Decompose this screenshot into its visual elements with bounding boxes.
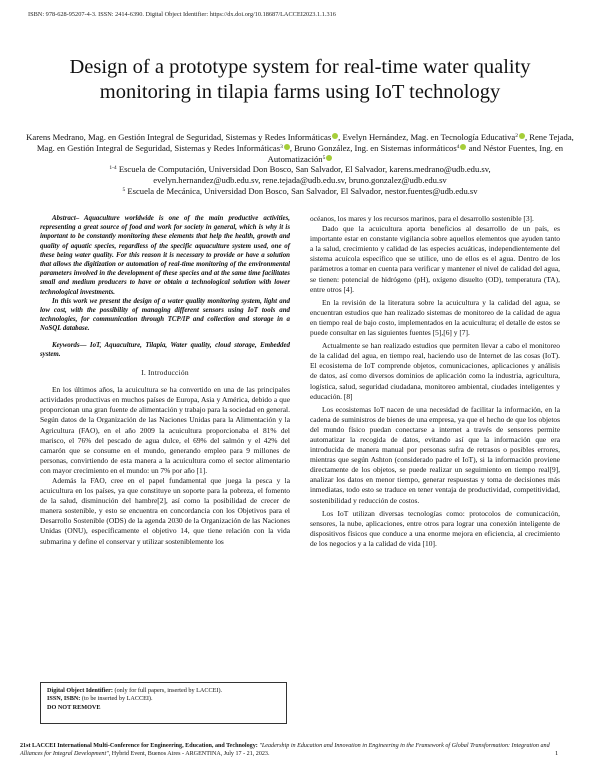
author-emails: evelyn.hernandez@udb.edu.sv, rene.tejada@udb.edu.sv, bruno.gonzalez@udb.edu.sv	[153, 175, 447, 186]
orcid-icon[interactable]	[332, 133, 338, 139]
issn-note: (to be inserted by LACCEI).	[81, 695, 153, 703]
orcid-icon[interactable]	[326, 155, 332, 161]
section-heading: I. Introducción	[141, 368, 189, 378]
affiliation-computacion: Escuela de Computación, Universidad Don Bosco, San Salvador, El Salvador, karens.medrano@udb.edu.sv,	[118, 164, 491, 175]
do-not-remove: DO NOT REMOVE	[47, 703, 101, 711]
footer-conference: 21st LACCEI International Multi-Conference for Engineering, Education, and Technology:	[20, 743, 258, 749]
abstract	[40, 214, 290, 334]
orcid-icon[interactable]	[284, 144, 290, 150]
header-identifiers: ISBN: 978-628-95207-4-3. ISSN: 2414-6390. Digital Object Identifier: https://dx.doi.org/10.18687/LACCEI2023.1.1.316	[28, 11, 336, 18]
body-paragraph: Dado que la acuicultura aporta beneficios al desarrollo de un país, es importante estar en constante vigilancia sobre aquellos elementos que ayuden tanto a la salud, crecimiento y calidad de las especies acuáticas, independientemente del sistema acuícola específico que se utilice, uno de ellos es el agua. Dentro de los parámetros a tomar en cuenta para verificar y mantener el nivel de calidad del agua, se tienen: potencial de hidrógeno (pH), oxígeno disuelto (OD), temperatura (TA), entre otros [4].	[310, 224, 560, 294]
doi-notice-box	[40, 682, 287, 724]
affiliation-mecanica: Escuela de Mecánica, Universidad Don Bosco, San Salvador, El Salvador, nestor.fuentes@udb.edu.sv	[127, 185, 478, 196]
author-sup: 2	[515, 133, 518, 139]
keywords	[40, 341, 290, 359]
author-fuentes: and Néstor Fuentes, Ing. en Automatización	[267, 142, 564, 164]
doi-note: (only for full papers, inserted by LACCEI).	[114, 687, 223, 694]
paper-title: Design of a prototype system for real-time water quality monitoring in tilapia farms using IoT technology	[69, 56, 531, 103]
author-hernandez: Evelyn Hernández, Mag. en Tecnología Educativa	[342, 132, 516, 142]
issn-label: ISSN, ISBN:	[47, 695, 81, 703]
author-block: Karens Medrano, Mag. en Gestión Integral de Seguridad, Sistemas y Redes Informáticas , Evelyn Hernández, Mag. en Tecnología Educativa$^2$ , Rene Tejada, Mag. en Gestión Integral de Seguridad, Sistemas y Redes Informáticas$^3$ , Bruno González, Ing. en Sistemas informáticos$^4$ and Néstor Fuentes, Ing. en Automatización$^5$ $^{1-4}$ Escuela de Computación, Universidad Don Bosco, San Salvador, El Salvador, karens.medrano@udb.edu.sv, evelyn.hernandez@udb.edu.sv, rene.tejada@udb.edu.sv, bruno.gonzalez@udb.edu.sv $^5$ Escuela de Mecánica, Universidad Don Bosco, San Salvador, El Salvador, nestor.fuentes@udb.edu.sv	[26, 132, 574, 196]
footer-theme: "Leadership in Education and Innovation in Engineering in the Framework of Global Transformation: Integration and Alliances for Integral Development"	[20, 743, 550, 758]
page-number: 1	[555, 750, 559, 757]
affiliation-sup: 1-4	[109, 165, 117, 172]
body-paragraph: Los ecosistemas IoT nacen de una necesidad de facilitar la información, en la cadena de suministros de bienes de una empresa, ya que el hecho de que los objetos del mundo físico puedan conectarse a internet a través de sensores permite automatizar la recogida de datos, evitando así que la información que era introducida de manera manual por personas sufra de retrasos o posibles errores, mientras que según Ashton (considerado padre el IoT), si la información proviene directamente de los objetos, se puede realizar un seguimiento en tiempo real[9], analizar los datos en menor tiempo, generar respuestas y toma de decisiones más inmediatas, todo esto se traduce en tener ventaja de productividad, competitividad, sostenibilidad y reducción de costos.	[310, 404, 560, 505]
body-paragraph: Los IoT utilizan diversas tecnologías como: protocolos de comunicación, sensores, la nube, aplicaciones, entre otros para lograr una conexión inteligente de dispositivos físicos que conduce a una enorme mejora en eficiencia, al crecimiento de los negocios y a la calidad de vida [10].	[310, 508, 560, 548]
conference-footer	[20, 742, 560, 759]
author-sup: 3	[280, 143, 283, 150]
author-sup: 5	[322, 154, 326, 161]
body-paragraph: Actualmente se han realizado estudios que permiten llevar a cabo el monitoreo de la calidad del agua, en tiempo real, haciendo uso de Internet de las cosas (IoT). El ecosistema de IoT comprende objetos, comunicaciones, aplicaciones y análisis de datos, así como diversos dominios de aplicación como la industria, agricultura, logística, salud, seguridad ciudadana, monitoreo ambiental, ciudades inteligentes y educación. [8]	[310, 341, 560, 401]
author-gonzalez: Bruno González, Ing. en Sistemas informáticos	[294, 142, 457, 153]
orcid-icon[interactable]	[519, 133, 525, 139]
abstract-paragraph: In this work we present the design of a water quality monitoring system, light and low cost, with the possibility of managing different sensors using IoT tools and technologies, for communication through TCP/IP and collection and storage in a NoSQL database.	[40, 297, 290, 333]
doi-label: Digital Object Identifier:	[47, 687, 113, 694]
body-paragraph: Además la FAO, cree en el papel fundamental que juega la pesca y la acuicultura en los países, ya que constituye un soporte para la pobreza, el fomento de la salud, disminución del hambre[2], así como la posibilidad de crecer de manera sostenible, y esto se encuentra en concordancia con los Objetivos para el Desarrollo Sostenible (ODS) de la agenda 2030 de la Organización de las Naciones Unidas (ONU), específicamente el objetivo 14, que tiene relación con la vida submarina y define el conservar y utilizar sosteniblemente los	[40, 475, 290, 546]
affiliation-sup: 5	[122, 186, 126, 193]
author-sup: 4	[456, 143, 460, 150]
abstract-paragraph: Abstract– Aquaculture worldwide is one of the main productive activities, representing a great source of food and work for society in general, which is why it is important to be constantly monitoring these elements that help the health, growth and quality of aquatic species, regardless of the specific aquaculture system used, one of these being water quality. For this reason it is necessary to provide or have a solution that allows the digitization or automation of real-time monitoring of the environmental parameters involved in the development of these species and at the same time facilitates small and medium producers to have or obtain a technological solution with lower technological investments.	[40, 215, 290, 296]
footer-event: , Hybrid Event, Buenos Aires - ARGENTINA, July 17 - 21, 2023.	[108, 751, 270, 758]
left-column	[40, 214, 290, 547]
orcid-icon[interactable]	[460, 144, 466, 150]
keywords-text: Keywords— IoT, Aquaculture, Tilapia, Water quality, cloud storage, Embedded system.	[40, 341, 290, 358]
author-tejada: Rene Tejada, Mag. en Gestión Integral de Seguridad, Sistemas y Redes Informáticas	[36, 132, 574, 153]
author-medrano: Karens Medrano, Mag. en Gestión Integral de Seguridad, Sistemas y Redes Informáticas	[26, 132, 332, 142]
body-paragraph: En los últimos años, la acuicultura se ha convertido en una de las principales actividades productivas en muchos países de Europa, Asia y América, debido a que proporcionan una gran fuente de alimentación y trabajo para la sociedad en general. Según datos de la Organización de las Naciones Unidas para la Alimentación y la Agricultura (FAO), en el año 2009 la acuicultura proporcionaba el 81% del marisco, el 76% del pescado de agua dulce, el 69% del salmón y el 42% del camarón que se consume en el mundo, generando empleo para 9 millones de personas, convirtiendo de esta manera a la acuicultura como el sector alimentario con mayor crecimiento en el mundo: un 7% por año [1].	[40, 385, 290, 475]
body-paragraph: océanos, los mares y los recursos marinos, para el desarrollo sostenible [3].	[310, 214, 534, 223]
right-column	[310, 214, 560, 549]
body-paragraph: En la revisión de la literatura sobre la acuicultura y la calidad del agua, se encuentran estudios que han realizado sistemas de monitoreo de la calidad de agua en tiempo real de bajo costo, implementados en la acuicultura; el detalle de estos se puede consultar en las siguientes fuentes [5],[6] y [7].	[310, 297, 560, 338]
